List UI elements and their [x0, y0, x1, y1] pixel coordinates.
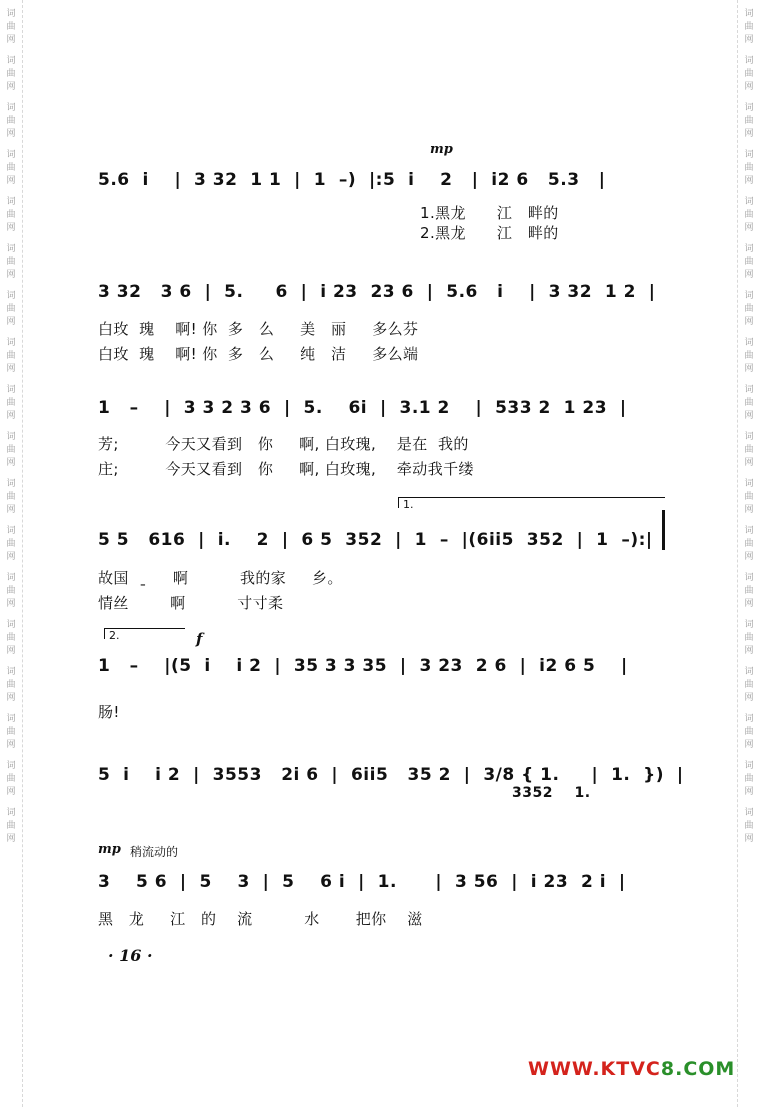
site-logo-part-a: WWW.KTVC: [528, 1058, 661, 1080]
score-row-7-notes: 3 5 6 | 5 3 | 5 6 i | 1. | 3 56 | i 23 2 i |: [98, 872, 626, 892]
watermark-glyph: 词: [744, 197, 754, 207]
watermark-glyph: 词: [6, 761, 16, 771]
watermark-glyph-group: [6, 431, 15, 470]
watermark-glyph-group: [6, 478, 15, 517]
second-ending-bracket: 2.: [104, 628, 185, 639]
watermark-glyph: 曲: [6, 116, 16, 126]
watermark-glyph: 词: [6, 573, 16, 583]
watermark-glyph: 词: [744, 150, 754, 160]
watermark-glyph: 曲: [6, 163, 16, 173]
score-row-6-notes: 5 i i 2 | 3553 2i 6 | 6ii5 35 2 | 3/8 { 1. | 1. }) |: [98, 765, 684, 785]
watermark-glyph: 曲: [744, 69, 754, 79]
watermark-glyph: 词: [744, 620, 754, 630]
watermark-glyph: 曲: [6, 22, 16, 32]
watermark-glyph-group: [6, 713, 15, 752]
watermark-glyph: 曲: [744, 163, 754, 173]
dynamic-mp: mp: [430, 142, 453, 157]
watermark-glyph: 网: [6, 129, 16, 139]
watermark-glyph: 网: [744, 693, 754, 703]
watermark-glyph: 词: [6, 385, 16, 395]
watermark-glyph: 曲: [6, 69, 16, 79]
watermark-glyph-group: [744, 760, 753, 799]
watermark-glyph-group: [6, 243, 15, 282]
watermark-glyph: 曲: [6, 210, 16, 220]
watermark-glyph: 网: [6, 787, 16, 797]
watermark-glyph: 网: [744, 646, 754, 656]
watermark-glyph: 词: [6, 338, 16, 348]
watermark-glyph-group: [744, 196, 753, 235]
score-row-6-sub-notes: 3352 1.: [512, 785, 591, 801]
watermark-glyph-group: [744, 149, 753, 188]
watermark-glyph: 网: [744, 787, 754, 797]
watermark-glyph: 网: [744, 599, 754, 609]
watermark-glyph: 词: [744, 432, 754, 442]
watermark-glyph-group: [6, 290, 15, 329]
watermark-glyph: 曲: [6, 633, 16, 643]
watermark-glyph: 词: [6, 56, 16, 66]
watermark-glyph: 曲: [744, 492, 754, 502]
watermark-glyph: 词: [6, 620, 16, 630]
score-row-5-notes: 1 – |(5 i i 2 | 35 3 3 35 | 3 23 2 6 | i2 6 5 |: [98, 656, 628, 676]
score-row-3-lyric-verse-1: 芳; 今天又看到 你 啊, 白玫瑰, 是在 我的: [98, 435, 469, 453]
watermark-glyph-group: [6, 619, 15, 658]
watermark-glyph: 网: [744, 458, 754, 468]
watermark-glyph: 曲: [6, 398, 16, 408]
watermark-glyph: 词: [744, 244, 754, 254]
watermark-glyph: 词: [6, 9, 16, 19]
watermark-glyph: 网: [6, 82, 16, 92]
watermark-glyph: 词: [744, 385, 754, 395]
watermark-glyph: 曲: [744, 727, 754, 737]
watermark-glyph-group: [6, 149, 15, 188]
watermark-glyph-group: [744, 243, 753, 282]
watermark-glyph-group: [744, 384, 753, 423]
watermark-glyph: 曲: [744, 398, 754, 408]
watermark-glyph: 网: [744, 317, 754, 327]
watermark-glyph-group: [744, 666, 753, 705]
watermark-glyph: 词: [744, 526, 754, 536]
watermark-glyph: 词: [744, 338, 754, 348]
repeat-end-barline: [662, 510, 665, 550]
watermark-glyph: 曲: [744, 116, 754, 126]
watermark-glyph: 词: [6, 244, 16, 254]
watermark-glyph: 曲: [6, 351, 16, 361]
watermark-glyph: 曲: [744, 633, 754, 643]
score-row-1-lyric-verse-1: 1.黑龙 江 畔的: [420, 204, 559, 222]
watermark-glyph-group: [744, 431, 753, 470]
watermark-glyph: 曲: [744, 257, 754, 267]
page-number: · 16 ·: [108, 946, 153, 965]
watermark-glyph-group: [744, 8, 753, 47]
site-logo: [528, 1058, 735, 1080]
score-row-7-lyric: 黑 龙 江 的 流 水 把你 滋: [98, 910, 423, 928]
watermark-glyph: 网: [6, 364, 16, 374]
watermark-glyph: 曲: [6, 257, 16, 267]
tempo-marking: 稍流动的: [130, 845, 179, 859]
watermark-glyph: 网: [6, 458, 16, 468]
watermark-glyph: 词: [6, 808, 16, 818]
watermark-glyph: 网: [744, 35, 754, 45]
watermark-glyph: 网: [6, 223, 16, 233]
watermark-glyph: 网: [6, 270, 16, 280]
score-row-5-lyric: 肠!: [98, 703, 120, 721]
watermark-glyph-group: [6, 8, 15, 47]
watermark-glyph: 曲: [744, 22, 754, 32]
score-row-2-lyric-verse-2: 白玫 瑰 啊! 你 多 么 纯 洁 多么端: [98, 345, 419, 363]
watermark-glyph: 网: [6, 552, 16, 562]
score-row-1-notes: 5.6 i | 3 32 1 1 | 1 –) |:5 i 2 | i2 6 5.3 |: [98, 170, 606, 190]
watermark-glyph-group: [6, 760, 15, 799]
watermark-glyph: 曲: [744, 210, 754, 220]
watermark-glyph: 网: [6, 411, 16, 421]
watermark-glyph-group: [6, 807, 15, 846]
watermark-glyph: 网: [6, 35, 16, 45]
watermark-glyph-group: [6, 196, 15, 235]
watermark-glyph: 曲: [744, 821, 754, 831]
watermark-glyph: 词: [744, 573, 754, 583]
watermark-glyph-group: [744, 478, 753, 517]
watermark-glyph-group: [744, 572, 753, 611]
watermark-glyph: 词: [744, 761, 754, 771]
watermark-glyph: 网: [744, 411, 754, 421]
watermark-glyph: 曲: [6, 492, 16, 502]
watermark-glyph: 词: [744, 103, 754, 113]
watermark-glyph: 词: [6, 103, 16, 113]
watermark-glyph: 词: [744, 714, 754, 724]
watermark-glyph: 网: [6, 740, 16, 750]
watermark-glyph: 词: [744, 667, 754, 677]
watermark-glyph: 曲: [6, 539, 16, 549]
watermark-glyph: 网: [6, 505, 16, 515]
score-row-2-lyric-verse-1: 白玫 瑰 啊! 你 多 么 美 丽 多么芬: [98, 320, 419, 338]
watermark-glyph-group: [744, 102, 753, 141]
watermark-glyph: 曲: [6, 821, 16, 831]
score-row-4-notes: 5 5 616 | i. 2 | 6 5 352 | 1 – |(6ii5 352 | 1 –):|: [98, 530, 653, 550]
watermark-glyph: 网: [744, 364, 754, 374]
watermark-glyph-group: [6, 666, 15, 705]
score-row-4-lyric-verse-1: 故国 ˍ 啊 我的家 乡。: [98, 569, 343, 587]
watermark-glyph: 曲: [744, 680, 754, 690]
watermark-glyph: 曲: [6, 680, 16, 690]
watermark-glyph: 曲: [744, 445, 754, 455]
watermark-glyph: 网: [744, 740, 754, 750]
watermark-glyph: 词: [6, 432, 16, 442]
right-watermark-strip: [737, 0, 760, 1107]
watermark-glyph-group: [744, 619, 753, 658]
watermark-glyph: 网: [744, 834, 754, 844]
watermark-glyph-group: [6, 102, 15, 141]
watermark-glyph: 词: [6, 479, 16, 489]
watermark-glyph: 网: [744, 270, 754, 280]
watermark-glyph-group: [744, 290, 753, 329]
score-row-1-lyric-verse-2: 2.黑龙 江 畔的: [420, 224, 559, 242]
watermark-glyph: 词: [6, 714, 16, 724]
watermark-glyph: 网: [744, 223, 754, 233]
watermark-glyph-group: [744, 807, 753, 846]
watermark-glyph: 网: [744, 176, 754, 186]
watermark-glyph-group: [6, 384, 15, 423]
dynamic-mp-2: mp: [98, 842, 121, 857]
watermark-glyph: 词: [744, 291, 754, 301]
watermark-glyph-group: [6, 572, 15, 611]
watermark-glyph: 网: [6, 693, 16, 703]
watermark-glyph: 曲: [744, 304, 754, 314]
score-row-3-lyric-verse-2: 庄; 今天又看到 你 啊, 白玫瑰, 牵动我千缕: [98, 460, 474, 478]
watermark-glyph: 词: [6, 526, 16, 536]
watermark-glyph: 词: [744, 808, 754, 818]
watermark-glyph-group: [744, 525, 753, 564]
score-row-4-lyric-verse-2: 情丝 啊 寸寸柔: [98, 594, 284, 612]
watermark-glyph-group: [744, 55, 753, 94]
left-watermark-strip: [0, 0, 23, 1107]
watermark-glyph: 词: [744, 56, 754, 66]
watermark-glyph: 网: [6, 317, 16, 327]
watermark-glyph: 词: [6, 150, 16, 160]
watermark-glyph: 曲: [6, 586, 16, 596]
watermark-glyph: 词: [744, 479, 754, 489]
watermark-glyph: 曲: [6, 727, 16, 737]
watermark-glyph: 曲: [744, 774, 754, 784]
watermark-glyph: 网: [6, 646, 16, 656]
watermark-glyph-group: [6, 55, 15, 94]
watermark-glyph: 曲: [744, 586, 754, 596]
watermark-glyph: 网: [744, 552, 754, 562]
watermark-glyph-group: [6, 525, 15, 564]
watermark-glyph: 曲: [6, 445, 16, 455]
site-logo-part-b: 8.COM: [660, 1058, 736, 1080]
watermark-glyph: 词: [6, 667, 16, 677]
watermark-glyph-group: [744, 713, 753, 752]
watermark-glyph: 曲: [744, 351, 754, 361]
first-ending-bracket: 1.: [398, 497, 665, 508]
watermark-glyph: 曲: [744, 539, 754, 549]
watermark-glyph: 网: [744, 82, 754, 92]
watermark-glyph: 网: [6, 176, 16, 186]
watermark-glyph-group: [6, 337, 15, 376]
score-row-3-notes: 1 – | 3 3 2 3 6 | 5. 6i | 3.1 2 | 533 2 1 23 |: [98, 398, 627, 418]
watermark-glyph: 词: [744, 9, 754, 19]
watermark-glyph: 曲: [6, 304, 16, 314]
watermark-glyph: 网: [744, 129, 754, 139]
watermark-glyph: 曲: [6, 774, 16, 784]
score-row-2-notes: 3 32 3 6 | 5. 6 | i 23 23 6 | 5.6 i | 3 32 1 2 |: [98, 282, 656, 302]
watermark-glyph: 词: [6, 291, 16, 301]
watermark-glyph: 词: [6, 197, 16, 207]
watermark-glyph-group: [744, 337, 753, 376]
watermark-glyph: 网: [6, 599, 16, 609]
dynamic-f: f: [196, 630, 203, 648]
watermark-glyph: 网: [6, 834, 16, 844]
watermark-glyph: 网: [744, 505, 754, 515]
